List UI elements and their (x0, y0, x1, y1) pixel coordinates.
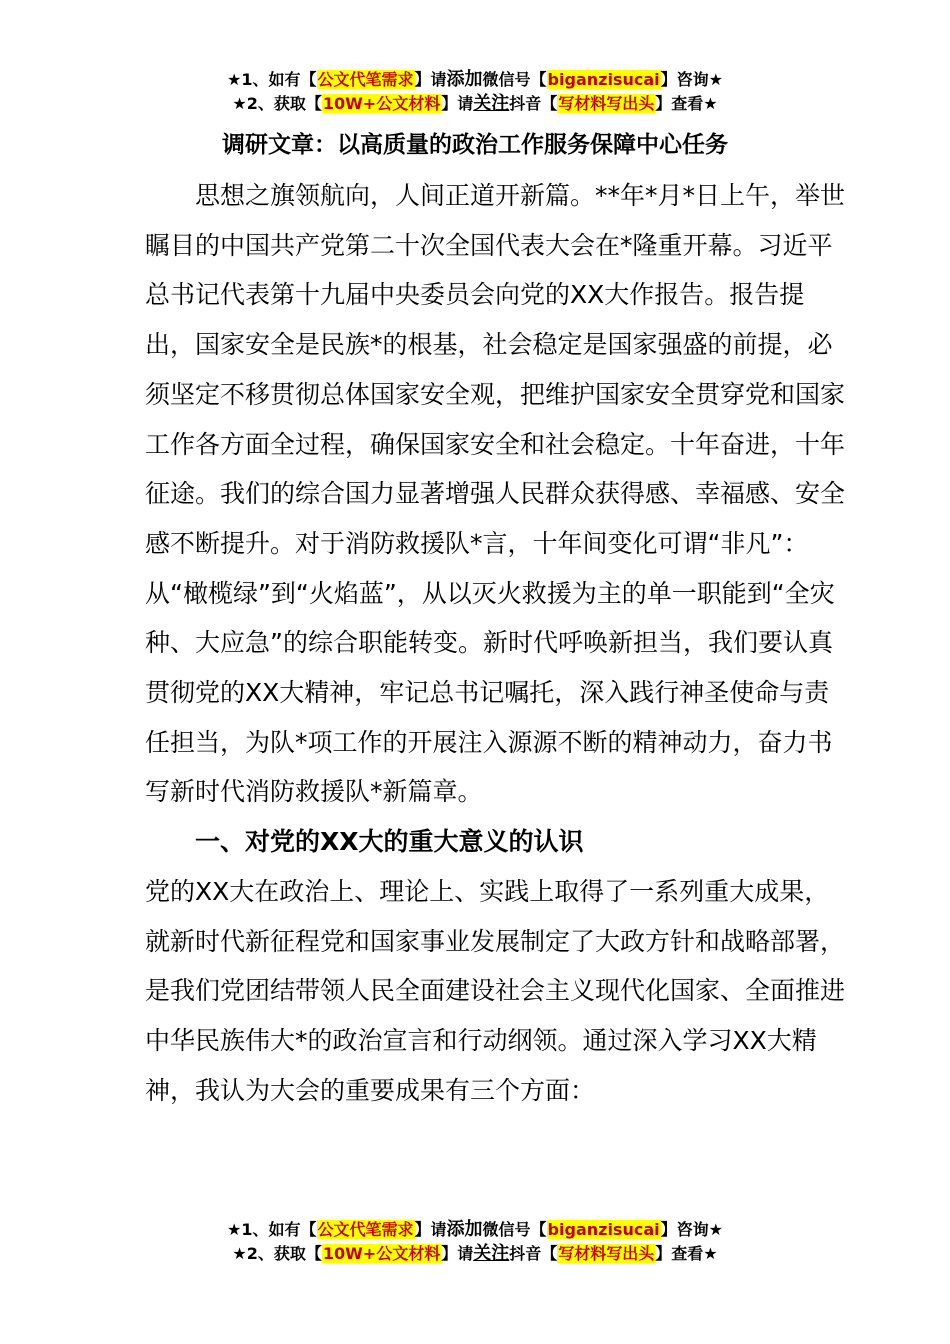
footer-line-1: ★1、如有【公文代笔需求】请添加微信号【biganzisucai】咨询★ (227, 1219, 723, 1240)
paragraph-section-1: 党的XX大在政治上、理论上、实践上取得了一系列重大成果，就新时代新征程党和国家事业发展制定了大政方针和战略部署，是我们党团结带领人民全面建设社会主义现代化国家、全面推进中华民族伟大*的政治宣言和行动纲领。通过深入学习XX大精神，我认为大会的重要成果有三个方面： (145, 876, 846, 1105)
highlight-materials: 10W+公文材料 (322, 1244, 441, 1263)
star-icon: ★ (227, 1220, 242, 1239)
highlight-materials: 10W+公文材料 (322, 94, 441, 113)
highlight-wechat-id: biganzisucai (547, 1220, 660, 1239)
footer-line-2: ★2、获取【10W+公文材料】请关注抖音【写材料写出头】查看★ (232, 1243, 718, 1264)
highlight-douyin-id: 写材料写出头 (558, 94, 655, 113)
paragraph-intro: 思想之旗领航向，人间正道开新篇。**年*月*日上午，举世瞩目的中国共产党第二十次全国代表大会在*隆重开幕。习近平总书记代表第十九届中央委员会向党的XX大作报告。报告提出，国家安全是民族*的根基，社会稳定是国家强盛的前提，必须坚定不移贯彻总体国家安全观，把维护国家安全贯穿党和国家工作各方面全过程，确保国家安全和社会稳定。十年奋进，十年征途。我们的综合国力显著增强人民群众获得感、幸福感、安全感不断提升。对于消防救援队*言，十年间变化可谓“非凡”：从“橄榄绿”到“火焰蓝”，从以灭火救援为主的单一职能到“全灾种、大应急”的综合职能转变。新时代呼唤新担当，我们要认真贯彻党的XX大精神，牢记总书记嘱托，深入践行神圣使命与责任担当，为队*项工作的开展注入源源不断的精神动力，奋力书写新时代消防救援队*新篇章。 (145, 181, 846, 807)
highlight-douyin-id: 写材料写出头 (558, 1244, 655, 1263)
footer-banner (0, 1218, 950, 1266)
section-heading-1: 一、对党的XX大的重大意义的认识 (195, 827, 584, 857)
star-icon: ★ (232, 94, 247, 113)
star-icon: ★ (232, 1244, 247, 1263)
highlight-wechat-id: biganzisucai (547, 70, 660, 89)
star-icon: ★ (227, 70, 242, 89)
banner-line-2: ★2、获取【10W+公文材料】请关注抖音【写材料写出头】查看★ (232, 93, 718, 114)
header-banner (0, 68, 950, 116)
document-body (145, 171, 845, 1115)
page-title: 调研文章：以高质量的政治工作服务保障中心任务 (222, 132, 728, 158)
highlight-service: 公文代笔需求 (317, 70, 414, 89)
banner-line-1: ★1、如有【公文代笔需求】请添加微信号【biganzisucai】咨询★ (227, 69, 723, 90)
highlight-service: 公文代笔需求 (317, 1220, 414, 1239)
